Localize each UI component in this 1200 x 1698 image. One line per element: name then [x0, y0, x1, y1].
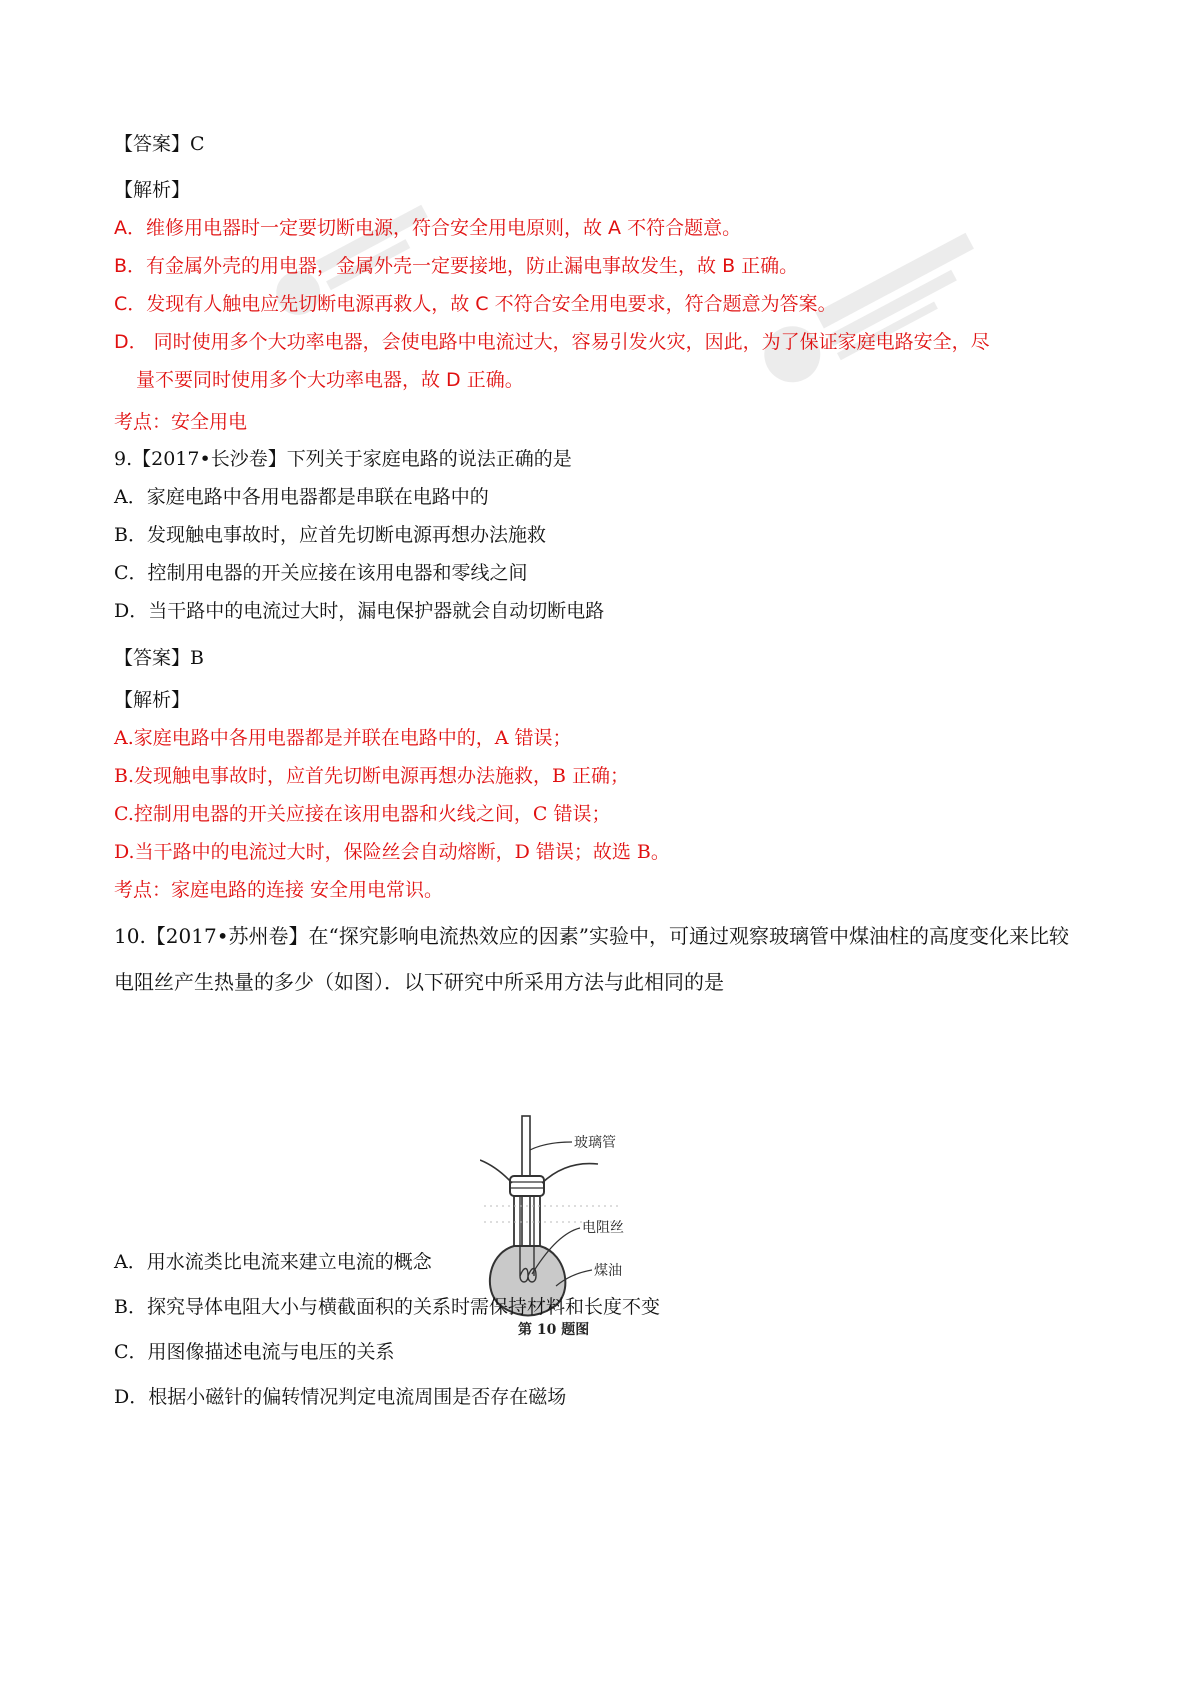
q10-option-d: D．根据小磁针的偏转情况判定电流周围是否存在磁场: [114, 1386, 567, 1408]
q10-option-a: A．用水流类比电流来建立电流的概念: [114, 1251, 432, 1273]
label-kerosene: 煤油: [594, 1263, 622, 1279]
q9-answer: 【答案】B: [114, 647, 204, 669]
q9-analysis-label: 【解析】: [114, 689, 191, 711]
q8-analysis-d: D． 同时使用多个大功率电器，会使电路中电流过大，容易引发火灾，因此，为了保证家庭电路安全，尽: [114, 331, 990, 353]
stopper: [510, 1176, 544, 1196]
q9-analysis-b: B.发现触电事故时，应首先切断电源再想办法施救，B 正确；: [114, 765, 630, 787]
wire-left: [480, 1160, 512, 1183]
q8-analysis-a: A．维修用电器时一定要切断电源，符合安全用电原则，故 A 不符合题意。: [114, 217, 742, 239]
q9-option-b: B．发现触电事故时，应首先切断电源再想办法施救: [114, 524, 546, 546]
label-glass-tube: 玻璃管: [574, 1135, 616, 1151]
wire-right: [542, 1164, 598, 1183]
q9-option-a: A．家庭电路中各用电器都是串联在电路中的: [114, 486, 489, 508]
q8-kaodian: 考点：安全用电: [114, 411, 248, 433]
q8-analysis-label: 【解析】: [114, 179, 191, 201]
label-resistance-wire: 电阻丝: [582, 1220, 624, 1236]
q9-analysis-a: A.家庭电路中各用电器都是并联在电路中的，A 错误；: [114, 727, 572, 749]
q9-option-d: D．当干路中的电流过大时，漏电保护器就会自动切断电路: [114, 600, 605, 622]
figure-caption: 第 10 题图: [518, 1322, 590, 1338]
q9-kaodian: 考点：家庭电路的连接 安全用电常识。: [114, 879, 444, 901]
q10-stem-line1: 10.【2017•苏州卷】在“探究影响电流热效应的因素”实验中，可通过观察玻璃管中煤油柱的高度变化来比较: [114, 924, 1069, 948]
q10-stem-line2: 电阻丝产生热量的多少（如图）．以下研究中所采用方法与此相同的是: [114, 970, 724, 994]
q9-analysis-c: C.控制用电器的开关应接在该用电器和火线之间，C 错误；: [114, 803, 611, 825]
q10-option-b: B．探究导体电阻大小与横截面积的关系时需保持材料和长度不变: [114, 1296, 660, 1318]
q9-analysis-d: D.当干路中的电流过大时，保险丝会自动熔断，D 错误；故选 B。: [114, 841, 670, 863]
q8-analysis-b: B．有金属外壳的用电器，金属外壳一定要接地，防止漏电事故发生，故 B 正确。: [114, 255, 799, 277]
q9-stem: 9.【2017•长沙卷】下列关于家庭电路的说法正确的是: [114, 448, 572, 470]
q8-answer: 【答案】C: [114, 133, 205, 155]
q9-option-c: C．控制用电器的开关应接在该用电器和零线之间: [114, 562, 528, 584]
q8-analysis-d-cont: 量不要同时使用多个大功率电器，故 D 正确。: [136, 369, 524, 391]
q10-option-c: C．用图像描述电流与电压的关系: [114, 1341, 395, 1363]
q8-analysis-c: C．发现有人触电应先切断电源再救人，故 C 不符合安全用电要求，符合题意为答案。: [114, 293, 837, 315]
